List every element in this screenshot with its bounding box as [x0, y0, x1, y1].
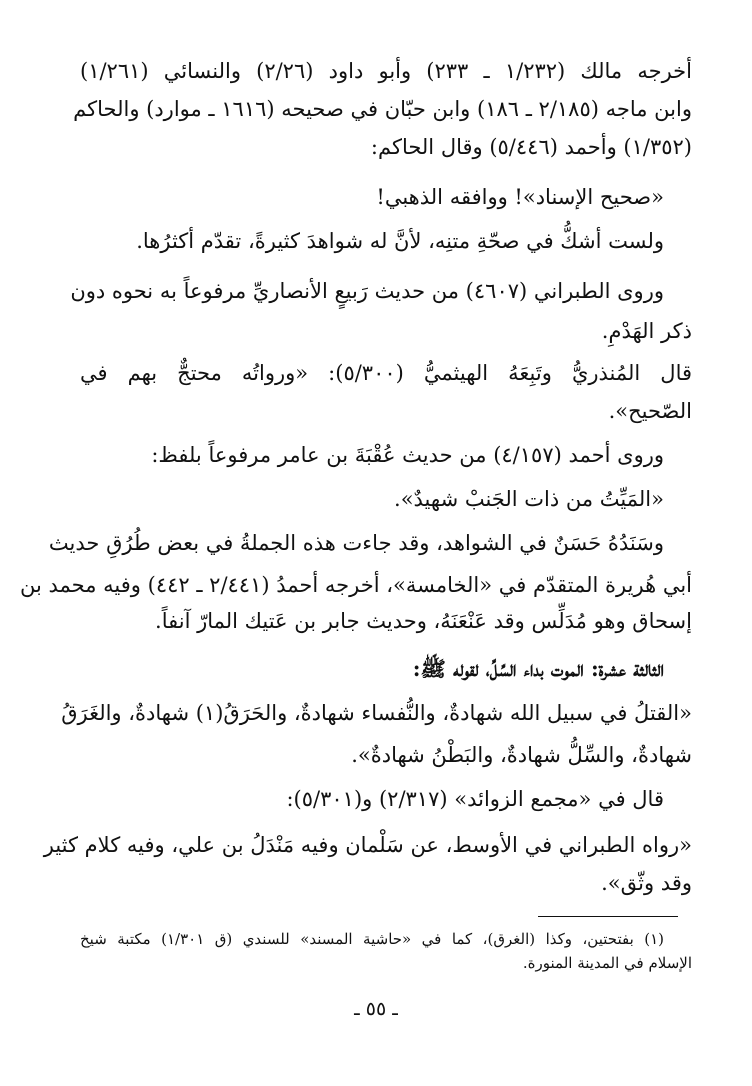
section-heading: الثالثة عشرة: الموت بداء السِّلِّ، لقوله ﷺ:: [412, 656, 664, 681]
text-line: وروى أحمد (٤/١٥٧) من حديث عُقْبَةَ بن عامر مرفوعاً بلفظ:: [151, 443, 664, 467]
text-line: قال في «مجمع الزوائد» (٢/٣١٧) و(٥/٣٠١):: [286, 787, 664, 811]
text-line: ذكر الهَدْمِ.: [601, 319, 692, 343]
quote-line: «رواه الطبراني في الأوسط، عن سَلْمان وفيه مَنْدَلُ بن علي، وفيه كلام كثير: [43, 833, 692, 857]
text-line: الصّحيح».: [608, 399, 692, 423]
page-number: ـ ٥٥ ـ: [354, 998, 398, 1020]
footnote-line: الإسلام في المدينة المنورة.: [522, 954, 692, 972]
text-line: وسَنَدُهُ حَسَنٌ في الشواهد، وقد جاءت هذه الجملةُ في بعض طُرُقِ حديث: [48, 531, 664, 555]
text-line: أخرجه مالك (١/٢٣٢ ـ ٢٣٣) وأبو داود (٢/٢٦) والنسائي (١/٢٦١): [80, 59, 692, 83]
text-line: إسحاق وهو مُدَلِّس وقد عَنْعَنَهُ، وحديث جابر بن عَتيك المارّ آنفاً.: [155, 609, 692, 633]
quote-line: «القتلُ في سبيل الله شهادةٌ، والنُّفساء شهادةٌ، والحَرَقُ(١) شهادةٌ، والغَرَقُ: [61, 701, 692, 725]
quote-line: «صحيح الإسناد»! ووافقه الذهبي!: [376, 185, 664, 209]
text-line: وابن ماجه (٢/١٨٥ ـ ١٨٦) وابن حبّان في صحيحه (١٦١٦ ـ موارد) والحاكم: [73, 97, 692, 121]
footnote-divider: [538, 916, 678, 917]
text-line: أبي هُريرة المتقدّم في «الخامسة»، أخرجه أحمدُ (٢/٤٤١ ـ ٤٤٢) وفيه محمد بن: [20, 573, 692, 597]
quote-line: وقد وثّق».: [601, 871, 692, 895]
text-line: (١/٣٥٢) وأحمد (٥/٤٤٦) وقال الحاكم:: [370, 135, 692, 159]
text-line: ولست أشكُّ في صحّةِ متنِه، لأنَّ له شواهدَ كثيرةً، تقدّم أكثرُها.: [136, 229, 664, 253]
text-line: وروى الطبراني (٤٦٠٧) من حديث رَبيعٍ الأنصاريِّ مرفوعاً به نحوه دون: [70, 279, 664, 303]
quote-line: شهادةٌ، والسِّلُّ شهادةٌ، والبَطْنُ شهادةٌ».: [351, 743, 692, 767]
quote-line: «المَيِّتُ من ذات الجَنبْ شهيدٌ».: [394, 487, 664, 511]
footnote-line: (١) بفتحتين، وكذا (الغرق)، كما في «حاشية المسند» للسندي (ق ١/٣٠١) مكتبة شيخ: [80, 930, 664, 948]
text-line: قال المُنذريُّ وتَبِعَهُ الهيثميُّ (٥/٣٠٠): «ورواتُه محتجٌّ بهم في: [80, 361, 692, 385]
